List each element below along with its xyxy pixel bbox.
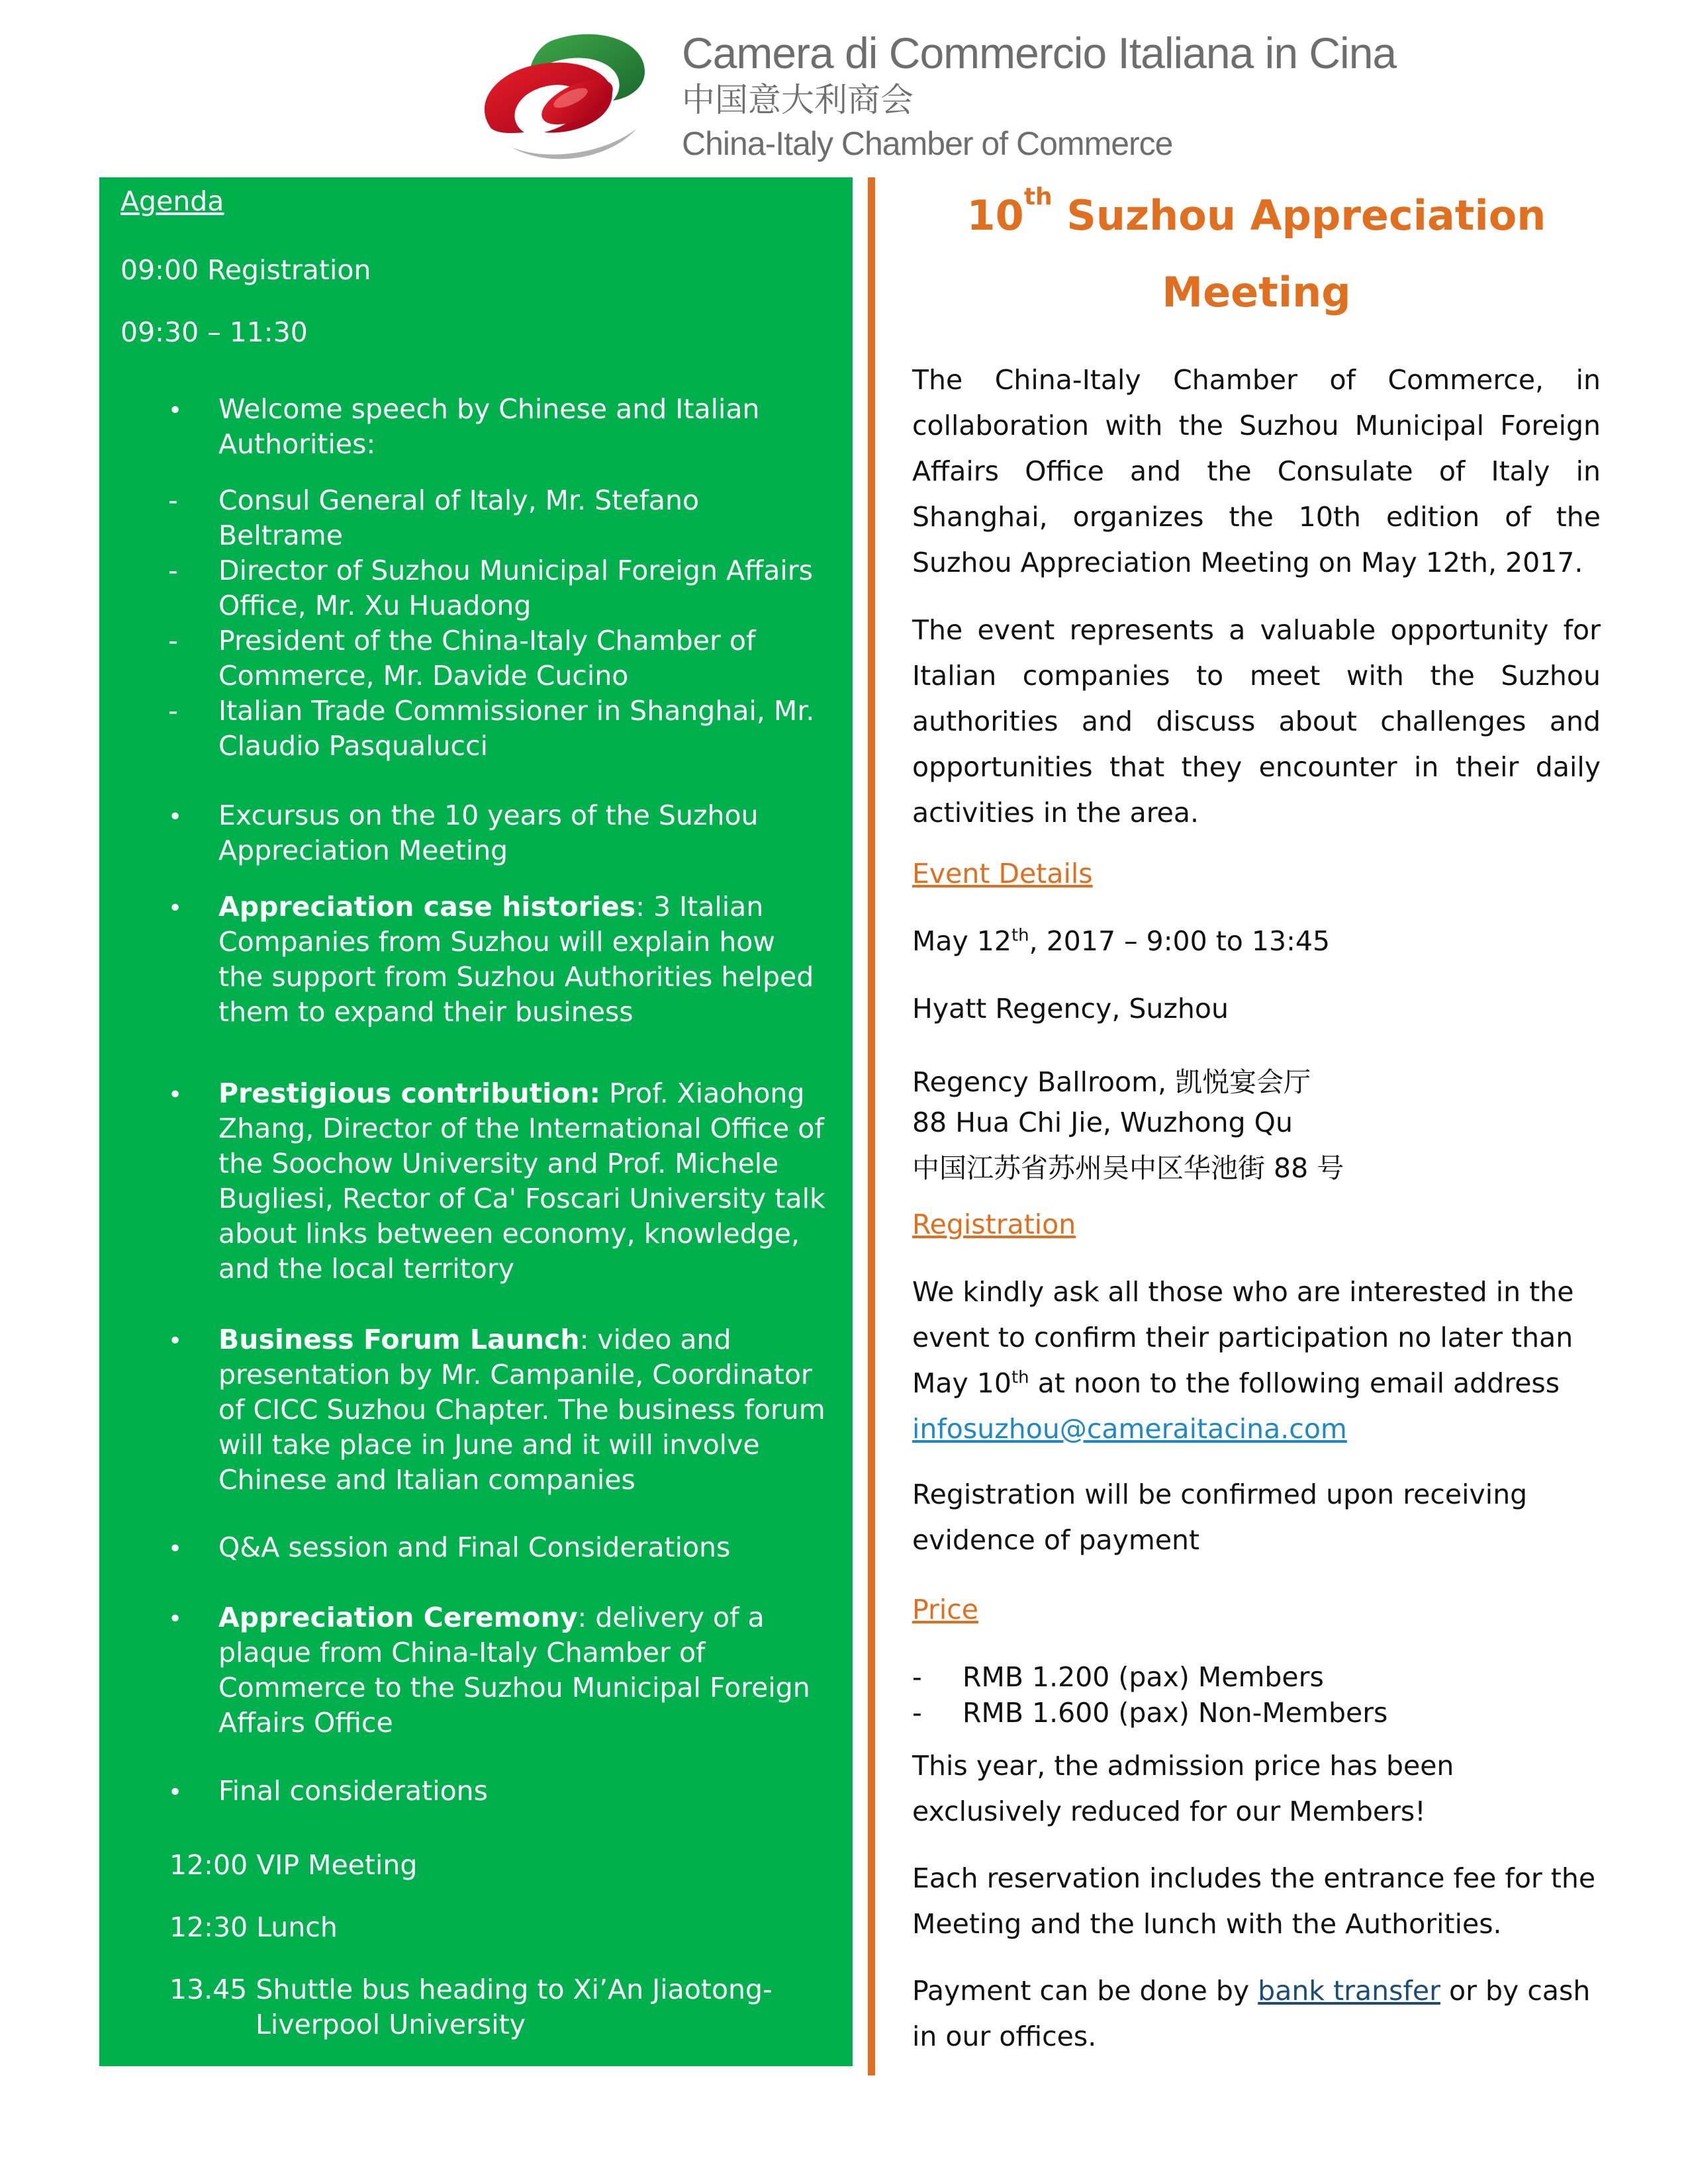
- event-title-line2: Meeting: [1162, 268, 1351, 316]
- agenda-case-histories: [218, 889, 827, 1030]
- dash-marker: -: [912, 1697, 922, 1729]
- registration-confirm: Registration will be confirmed upon receiving evidence of payment: [912, 1479, 1528, 1556]
- event-venue: Hyatt Regency, Suzhou: [912, 993, 1229, 1024]
- agenda-session-time: 09:30 – 11:30: [120, 316, 308, 348]
- deadline-day: May 10: [912, 1367, 1011, 1399]
- members-discount: This year, the admission price has been exclusively reduced for our Members!: [912, 1750, 1454, 1827]
- deadline-rest: at noon to the following email address: [1029, 1367, 1560, 1399]
- date-superscript: th: [1011, 925, 1029, 946]
- title-superscript: th: [1023, 183, 1053, 210]
- title-number: 10: [966, 191, 1024, 240]
- event-address-cn: 中国江苏省苏州吴中区华池街 88 号: [912, 1152, 1344, 1184]
- prestigious-heading: Prestigious contribution:: [218, 1077, 601, 1109]
- org-name-chinese: 中国意大利商会: [682, 81, 914, 118]
- org-name-english: China-Italy Chamber of Commerce: [682, 125, 1173, 162]
- agenda-business-forum: [218, 1322, 827, 1498]
- event-date: [912, 925, 1330, 957]
- business-forum-heading: Business Forum Launch: [218, 1324, 580, 1355]
- bullet-icon: •: [168, 1535, 183, 1563]
- agenda-qa: Q&A session and Final Considerations: [218, 1531, 731, 1563]
- event-details-heading: Event Details: [912, 858, 1093, 889]
- registration-heading: Registration: [912, 1208, 1076, 1240]
- title-text: Suzhou Appreciation: [1052, 191, 1546, 240]
- agenda-title: Agenda: [120, 185, 224, 217]
- dash-marker: -: [912, 1661, 922, 1693]
- agenda-prestigious: [218, 1076, 827, 1287]
- payment-text-a: Payment can be done by: [912, 1975, 1258, 2007]
- deadline-superscript: th: [1011, 1367, 1029, 1388]
- bullet-icon: •: [168, 895, 183, 922]
- org-name-italian: Camera di Commercio Italiana in Cina: [682, 28, 1397, 77]
- chamber-logo-icon: [471, 29, 651, 165]
- date-day: May 12: [912, 925, 1011, 957]
- dash-marker: -: [168, 625, 178, 657]
- bullet-icon: •: [168, 1081, 183, 1109]
- bullet-icon: •: [168, 1606, 183, 1633]
- bullet-icon: •: [168, 1779, 183, 1806]
- business-forum-text: : video and presentation by Mr. Campanile, Coordinator of CICC Suzhou Chapter. The business forum will take place in June and it will involve Chinese and Italian companies: [218, 1324, 825, 1496]
- date-time: , 2017 – 9:00 to 13:45: [1029, 925, 1331, 957]
- agenda-vip-meeting: 12:00 VIP Meeting: [169, 1849, 418, 1881]
- payment-info: [912, 1968, 1601, 2060]
- bullet-icon: •: [168, 803, 183, 831]
- payment-text-b: or by cash in our offices.: [912, 1975, 1591, 2052]
- event-intro: The China-Italy Chamber of Commerce, in collaboration with the Suzhou Municipal Foreign Affairs Office and the Consulate of Italy in Shanghai, organizes the 10th edition of the Suzhou Appreciation Meeting on May 12th, 2017.: [912, 364, 1601, 578]
- agenda-ceremony: [218, 1600, 827, 1741]
- agenda-final: Final considerations: [218, 1775, 489, 1807]
- email-address[interactable]: infosuzhou@cameraitacina.com: [912, 1413, 1347, 1445]
- ceremony-heading: Appreciation Ceremony: [218, 1602, 578, 1633]
- registration-text-1: We kindly ask all those who are interested in the: [912, 1276, 1574, 1308]
- registration-text-2: event to confirm their participation no later than: [912, 1322, 1573, 1353]
- column-divider: [868, 177, 875, 2075]
- agenda-speaker-1: Consul General of Italy, Mr. Stefano Beltrame: [218, 484, 700, 551]
- event-title-line1: [912, 177, 1601, 254]
- price-heading: Price: [912, 1594, 979, 1625]
- agenda-speaker-4: Italian Trade Commissioner in Shanghai, Mr. Claudio Pasqualucci: [218, 695, 815, 762]
- email-link[interactable]: [912, 1413, 1347, 1445]
- agenda-shuttle-1: 13.45 Shuttle bus heading to Xi’An Jiaotong-: [169, 1974, 773, 2005]
- reservation-includes: Each reservation includes the entrance fee for the Meeting and the lunch with the Authorities.: [912, 1862, 1596, 1940]
- price-non-members: RMB 1.600 (pax) Non-Members: [962, 1697, 1388, 1729]
- price-members: RMB 1.200 (pax) Members: [962, 1661, 1324, 1693]
- event-address-en: 88 Hua Chi Jie, Wuzhong Qu: [912, 1107, 1293, 1138]
- dash-marker: -: [168, 695, 178, 727]
- bank-transfer-link[interactable]: bank transfer: [1258, 1975, 1441, 2007]
- agenda-speaker-3: President of the China-Italy Chamber of Commerce, Mr. Davide Cucino: [218, 625, 756, 692]
- agenda-shuttle-2: [169, 2007, 526, 2042]
- event-room: Regency Ballroom, 凯悦宴会厅: [912, 1066, 1311, 1098]
- bullet-icon: •: [168, 1328, 183, 1355]
- agenda-welcome: Welcome speech by Chinese and Italian Authorities:: [218, 393, 760, 460]
- ceremony-text: : delivery of a plaque from China-Italy Chamber of Commerce to the Suzhou Municipal Foreign Affairs Office: [218, 1602, 810, 1739]
- prestigious-text: Prof. Xiaohong Zhang, Director of the International Office of the Soochow University and Prof. Michele Bugliesi, Rector of Ca' Foscari University talk about links between economy, knowledge, and the local territory: [218, 1077, 825, 1285]
- agenda-registration: 09:00 Registration: [120, 254, 371, 286]
- agenda-lunch: 12:30 Lunch: [169, 1911, 338, 1943]
- bullet-icon: •: [168, 397, 183, 424]
- dash-marker: -: [168, 555, 178, 586]
- dash-marker: -: [168, 484, 178, 516]
- header-org-names: [682, 28, 1396, 165]
- registration-text-3: [912, 1367, 1560, 1399]
- event-opportunity: The event represents a valuable opportunity for Italian companies to meet with the Suzhou authorities and discuss about challenges and opportunities that they encounter in their daily activities in the area.: [912, 614, 1601, 829]
- shuttle-destination: Liverpool University: [256, 2009, 526, 2040]
- agenda-panel: [99, 177, 853, 2066]
- agenda-speaker-2: Director of Suzhou Municipal Foreign Affairs Office, Mr. Xu Huadong: [218, 555, 813, 621]
- case-histories-heading: Appreciation case histories: [218, 891, 636, 923]
- agenda-excursus: Excursus on the 10 years of the Suzhou Appreciation Meeting: [218, 799, 759, 866]
- case-histories-text: : 3 Italian Companies from Suzhou will explain how the support from Suzhou Authorities helped them to expand their business: [218, 891, 814, 1028]
